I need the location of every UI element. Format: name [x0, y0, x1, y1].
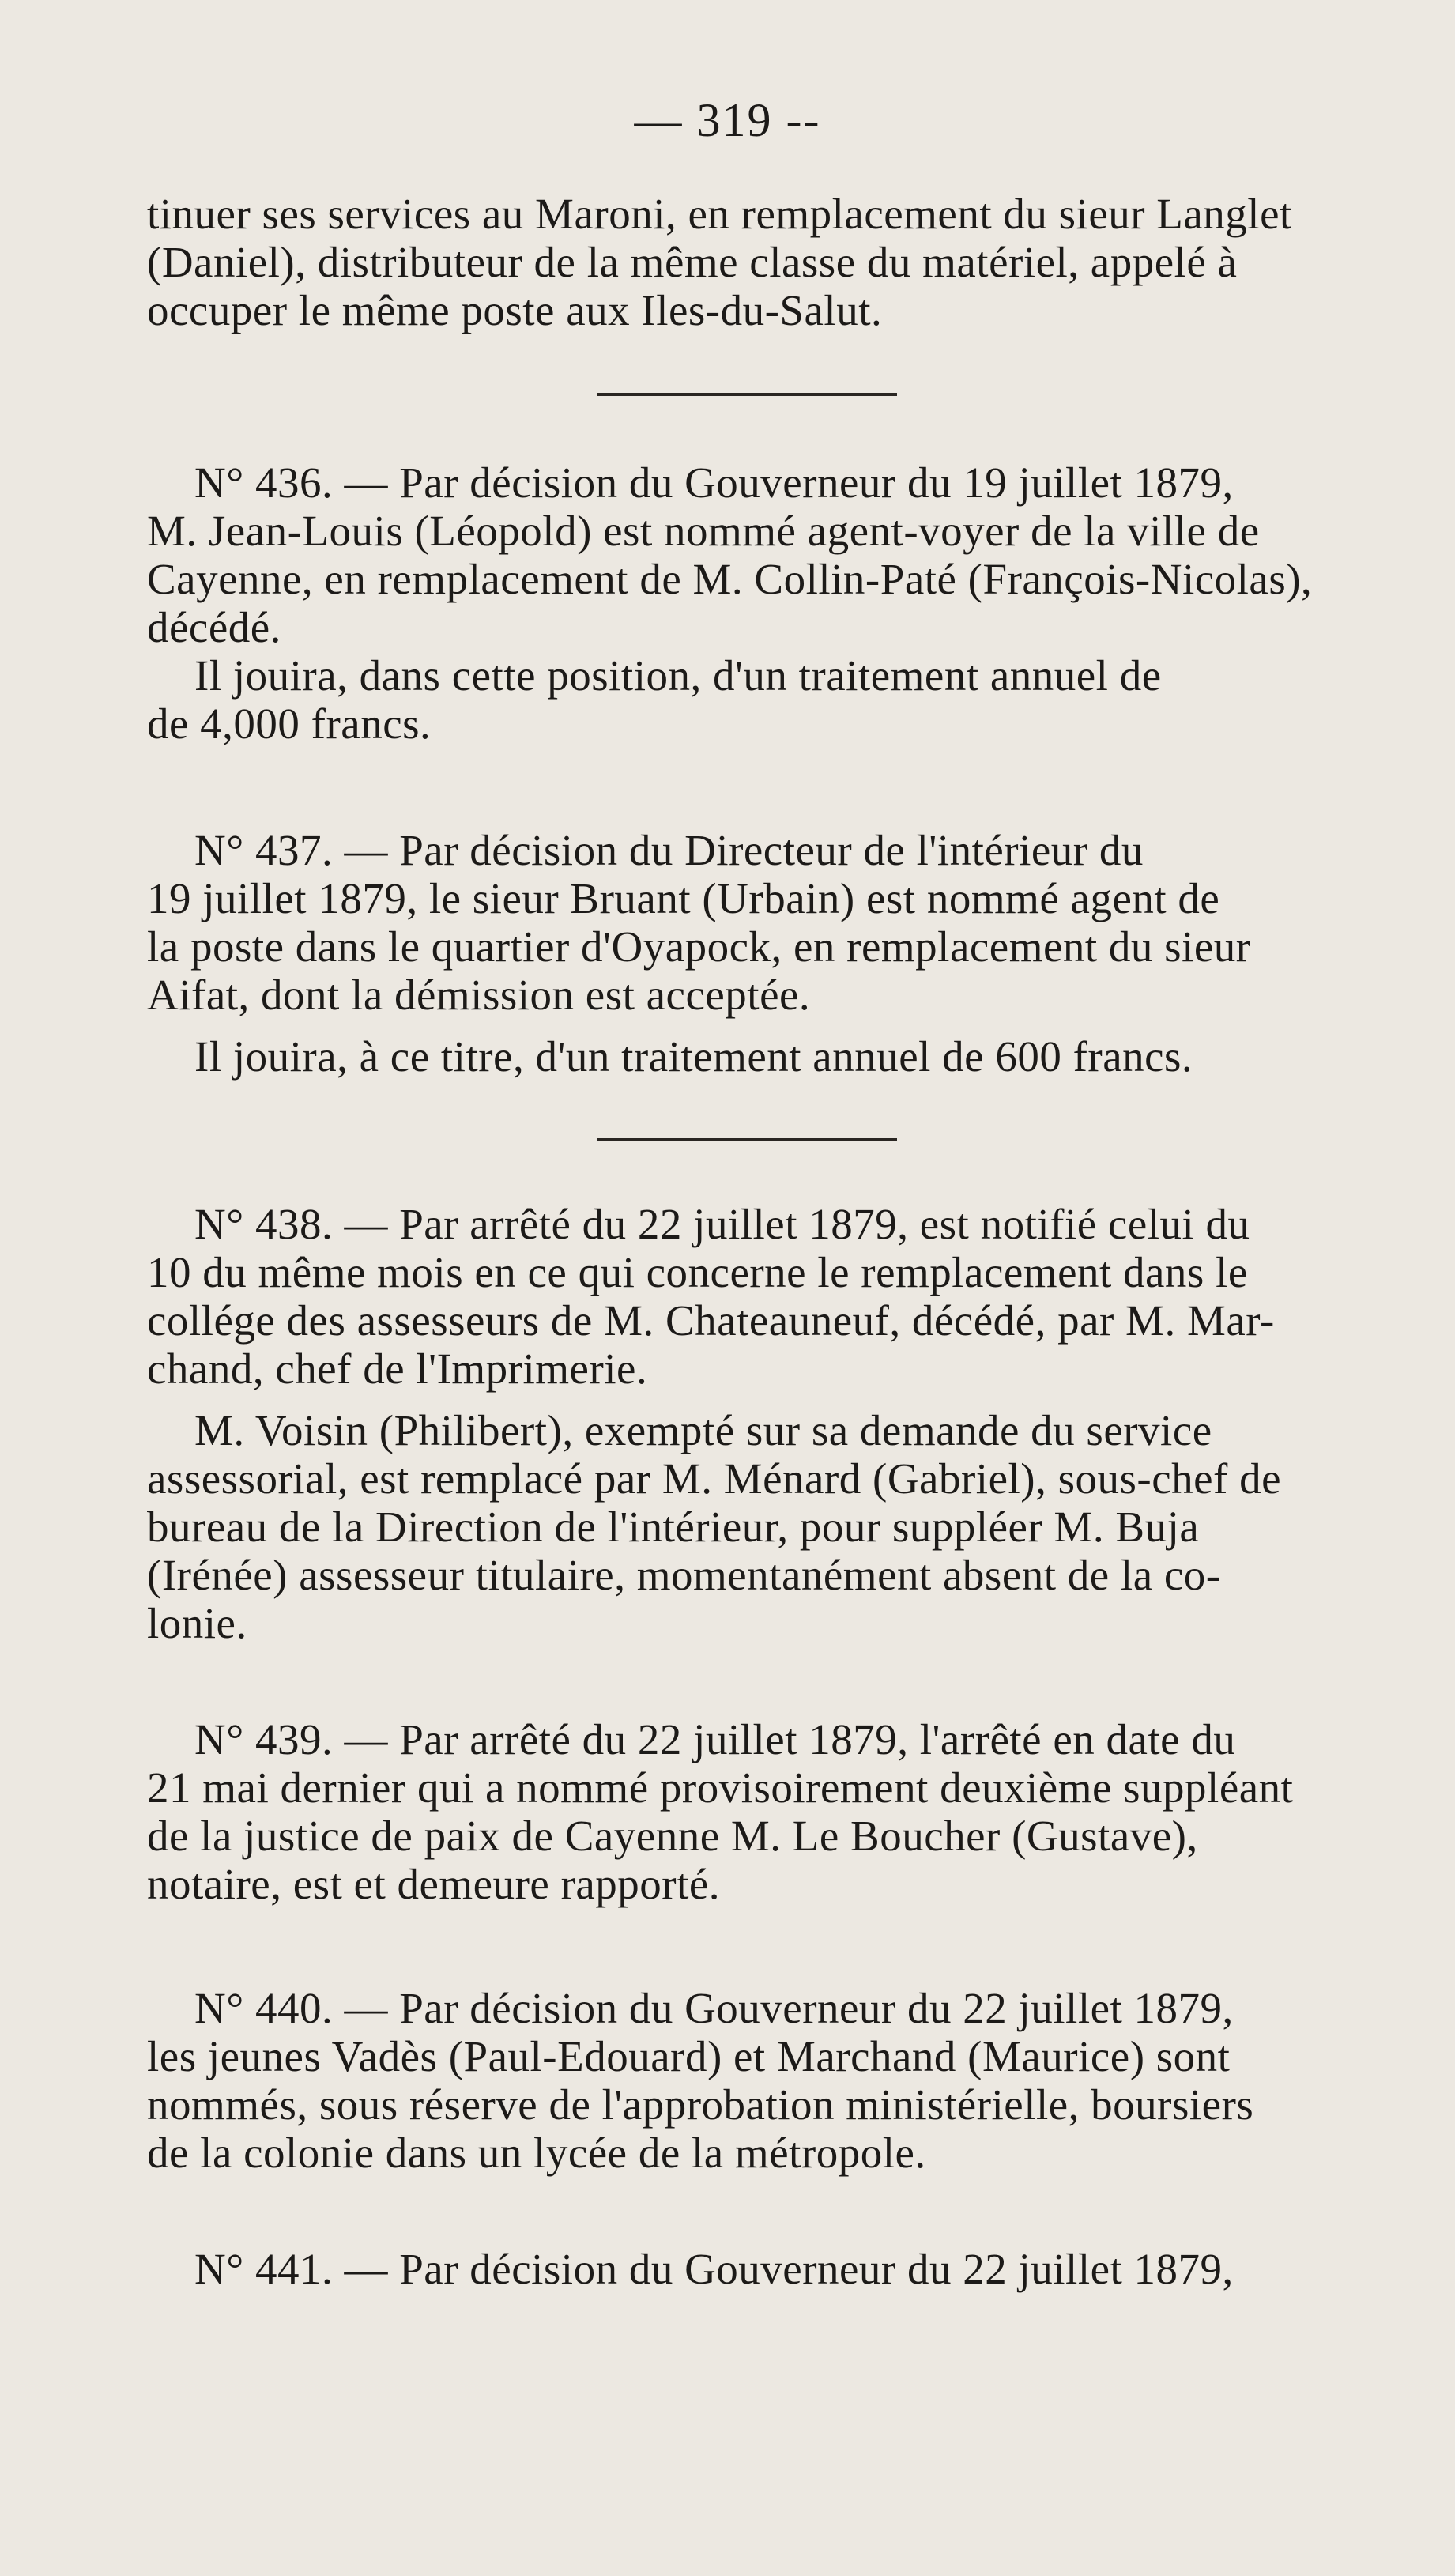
text-line: N° 440. — Par décision du Gouverneur du 22 juillet 1879, — [194, 1984, 1234, 2032]
text-line: lonie. — [147, 1599, 247, 1647]
text-line: de la colonie dans un lycée de la métropole. — [147, 2129, 926, 2177]
text-line: N° 436. — Par décision du Gouverneur du 19 juillet 1879, — [194, 458, 1234, 507]
text-line: Il jouira, à ce titre, d'un traitement annuel de 600 francs. — [194, 1032, 1193, 1081]
page-number: — 319 -- — [634, 94, 821, 146]
text-line: Cayenne, en remplacement de M. Collin-Paté (François-Nicolas), — [147, 555, 1313, 603]
text-line: 21 mai dernier qui a nommé provisoirement deuxième suppléant — [147, 1763, 1294, 1812]
text-line: notaire, est et demeure rapporté. — [147, 1860, 721, 1908]
section-divider — [597, 393, 897, 396]
text-line: collége des assesseurs de M. Chateauneuf, décédé, par M. Mar- — [147, 1296, 1275, 1345]
text-line: M. Jean-Louis (Léopold) est nommé agent-voyer de la ville de — [147, 507, 1260, 555]
text-line: Il jouira, dans cette position, d'un traitement annuel de — [194, 651, 1162, 700]
text-line: (Irénée) assesseur titulaire, momentanément absent de la co- — [147, 1551, 1221, 1599]
text-line: assessorial, est remplacé par M. Ménard (Gabriel), sous-chef de — [147, 1454, 1281, 1503]
text-line: N° 439. — Par arrêté du 22 juillet 1879, l'arrêté en date du — [194, 1715, 1236, 1763]
text-line: N° 438. — Par arrêté du 22 juillet 1879, est notifié celui du — [194, 1200, 1250, 1248]
text-line: Aifat, dont la démission est acceptée. — [147, 971, 811, 1019]
text-line: de la justice de paix de Cayenne M. Le Boucher (Gustave), — [147, 1812, 1198, 1860]
text-line: M. Voisin (Philibert), exempté sur sa demande du service — [194, 1406, 1212, 1454]
text-line: tinuer ses services au Maroni, en remplacement du sieur Langlet — [147, 190, 1292, 238]
text-line: de 4,000 francs. — [147, 700, 432, 748]
text-line: 19 juillet 1879, le sieur Bruant (Urbain) est nommé agent de — [147, 874, 1220, 922]
text-line: chand, chef de l'Imprimerie. — [147, 1345, 648, 1393]
text-line: N° 437. — Par décision du Directeur de l'intérieur du — [194, 826, 1144, 874]
text-line: les jeunes Vadès (Paul-Edouard) et Marchand (Maurice) sont — [147, 2032, 1231, 2080]
text-line: 10 du même mois en ce qui concerne le remplacement dans le — [147, 1248, 1248, 1296]
text-line: (Daniel), distributeur de la même classe du matériel, appelé à — [147, 238, 1238, 286]
text-line: bureau de la Direction de l'intérieur, pour suppléer M. Buja — [147, 1503, 1200, 1551]
text-line: décédé. — [147, 603, 281, 651]
text-line: occuper le même poste aux Iles-du-Salut. — [147, 286, 883, 334]
text-line: nommés, sous réserve de l'approbation ministérielle, boursiers — [147, 2080, 1254, 2129]
section-divider — [597, 1138, 897, 1141]
text-line: la poste dans le quartier d'Oyapock, en remplacement du sieur — [147, 922, 1251, 971]
text-line: N° 441. — Par décision du Gouverneur du 22 juillet 1879, — [194, 2245, 1234, 2293]
